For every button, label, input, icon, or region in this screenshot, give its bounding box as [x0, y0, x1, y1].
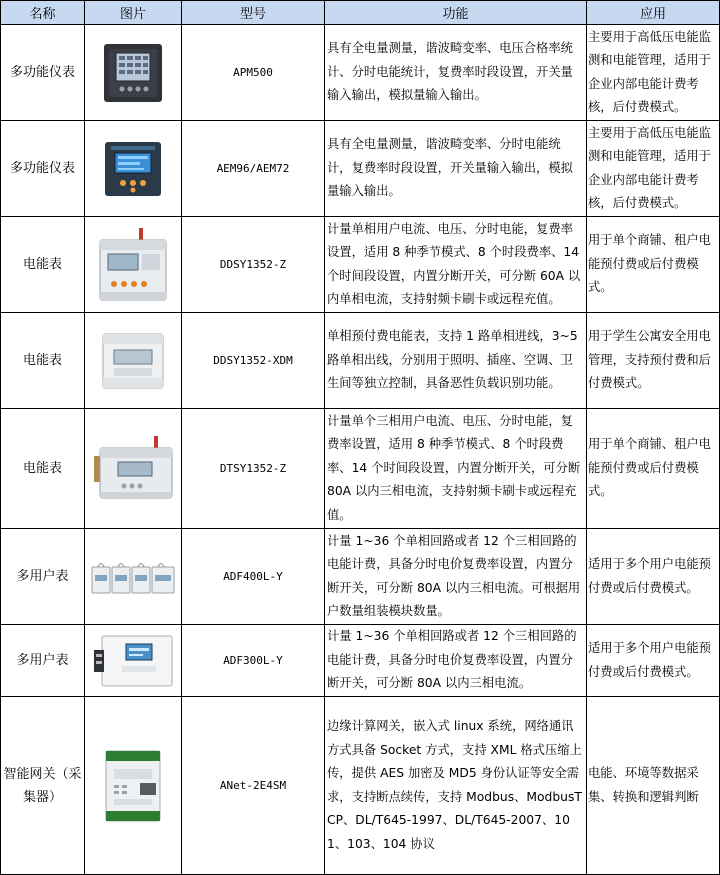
product-name: 智能网关（采集器） — [1, 697, 85, 875]
product-application: 主要用于高低压电能监测和电能管理，适用于企业内部电能计费考核，后付费模式。 — [587, 121, 720, 217]
product-function: 计量 1~36 个单相回路或者 12 个三相回路的电能计费，具备分时电价复费率设置，内置分断开关，可分断 80A 以内三相电流。可根据用户数量组装模块数量。 — [325, 529, 587, 625]
header-function: 功能 — [325, 1, 587, 25]
din-rail-meter-icon — [96, 226, 170, 304]
table-row — [1, 529, 720, 625]
product-model: DTSY1352-Z — [182, 409, 325, 529]
product-function: 计量单个三相用户电流、电压、分时电能，复费率设置，适用 8 种季节模式、8 个时段费率、14 个时间段设置，内置分断开关，可分断 80A 以内三相电流，支持射频卡刷卡或远程充值。 — [325, 409, 587, 529]
table-row — [1, 121, 720, 217]
product-picture — [85, 625, 182, 697]
table-row — [1, 409, 720, 529]
product-application: 主要用于高低压电能监测和电能管理，适用于企业内部电能计费考核，后付费模式。 — [587, 25, 720, 121]
header-picture: 图片 — [85, 1, 182, 25]
product-picture — [85, 217, 182, 313]
product-application: 适用于多个用户电能预付费或后付费模式。 — [587, 529, 720, 625]
product-function: 具有全电量测量，谐波畸变率、电压合格率统计、分时电能统计，复费率时段设置，开关量输入输出，模拟量输入输出。 — [325, 25, 587, 121]
product-name: 多用户表 — [1, 529, 85, 625]
header-name: 名称 — [1, 1, 85, 25]
table-row — [1, 625, 720, 697]
product-model: ADF400L-Y — [182, 529, 325, 625]
din-rail-meter-icon — [100, 330, 166, 392]
multi-user-meter-icon — [90, 557, 176, 597]
multi-user-meter-icon — [92, 632, 174, 690]
product-name: 电能表 — [1, 313, 85, 409]
gateway-device-icon — [100, 747, 166, 825]
product-function: 计量 1~36 个单相回路或者 12 个三相回路的电能计费，具备分时电价复费率设置，内置分断开关，可分断 80A 以内三相电流。 — [325, 625, 587, 697]
product-application: 用于单个商铺、租户电能预付费或后付费模式。 — [587, 217, 720, 313]
panel-meter-icon — [102, 42, 164, 104]
table-row — [1, 697, 720, 875]
product-application: 电能、环境等数据采集、转换和逻辑判断 — [587, 697, 720, 875]
product-model: DDSY1352-Z — [182, 217, 325, 313]
table-row — [1, 313, 720, 409]
product-function: 边缘计算网关，嵌入式 linux 系统，网络通讯方式具备 Socket 方式，支持 XML 格式压缩上传，提供 AES 加密及 MD5 身份认证等安全需求，支持断点续传，支持 Modbus、ModbusTCP、DL/T645-1997、DL/T645-2007、101、103、104 协议 — [325, 697, 587, 875]
product-function: 具有全电量测量，谐波畸变率、分时电能统计，复费率时段设置，开关量输入输出，模拟量输入输出。 — [325, 121, 587, 217]
product-picture — [85, 313, 182, 409]
panel-meter-icon — [103, 140, 163, 198]
product-model: APM500 — [182, 25, 325, 121]
product-model: DDSY1352-XDM — [182, 313, 325, 409]
table-header-row — [1, 1, 720, 25]
product-model: ANet-2E4SM — [182, 697, 325, 875]
product-model: ADF300L-Y — [182, 625, 325, 697]
product-function: 计量单相用户电流、电压、分时电能，复费率设置，适用 8 种季节模式、8 个时段费率、14 个时间段设置，内置分断开关，可分断 60A 以内单相电流，支持射频卡刷卡或远程充值。 — [325, 217, 587, 313]
header-application: 应用 — [587, 1, 720, 25]
header-model: 型号 — [182, 1, 325, 25]
product-name: 多功能仪表 — [1, 121, 85, 217]
table-row — [1, 25, 720, 121]
product-model: AEM96/AEM72 — [182, 121, 325, 217]
product-name: 多用户表 — [1, 625, 85, 697]
product-picture — [85, 697, 182, 875]
product-name: 电能表 — [1, 409, 85, 529]
product-picture — [85, 529, 182, 625]
product-picture — [85, 409, 182, 529]
product-application: 用于单个商铺、租户电能预付费或后付费模式。 — [587, 409, 720, 529]
table-row — [1, 217, 720, 313]
product-application: 适用于多个用户电能预付费或后付费模式。 — [587, 625, 720, 697]
product-function: 单相预付费电能表，支持 1 路单相进线，3~5 路单相出线，分别用于照明、插座、空调、卫生间等独立控制，具备恶性负载识别功能。 — [325, 313, 587, 409]
product-picture — [85, 25, 182, 121]
product-application: 用于学生公寓安全用电管理，支持预付费和后付费模式。 — [587, 313, 720, 409]
product-name: 电能表 — [1, 217, 85, 313]
product-picture — [85, 121, 182, 217]
product-name: 多功能仪表 — [1, 25, 85, 121]
three-phase-meter-icon — [92, 434, 174, 504]
